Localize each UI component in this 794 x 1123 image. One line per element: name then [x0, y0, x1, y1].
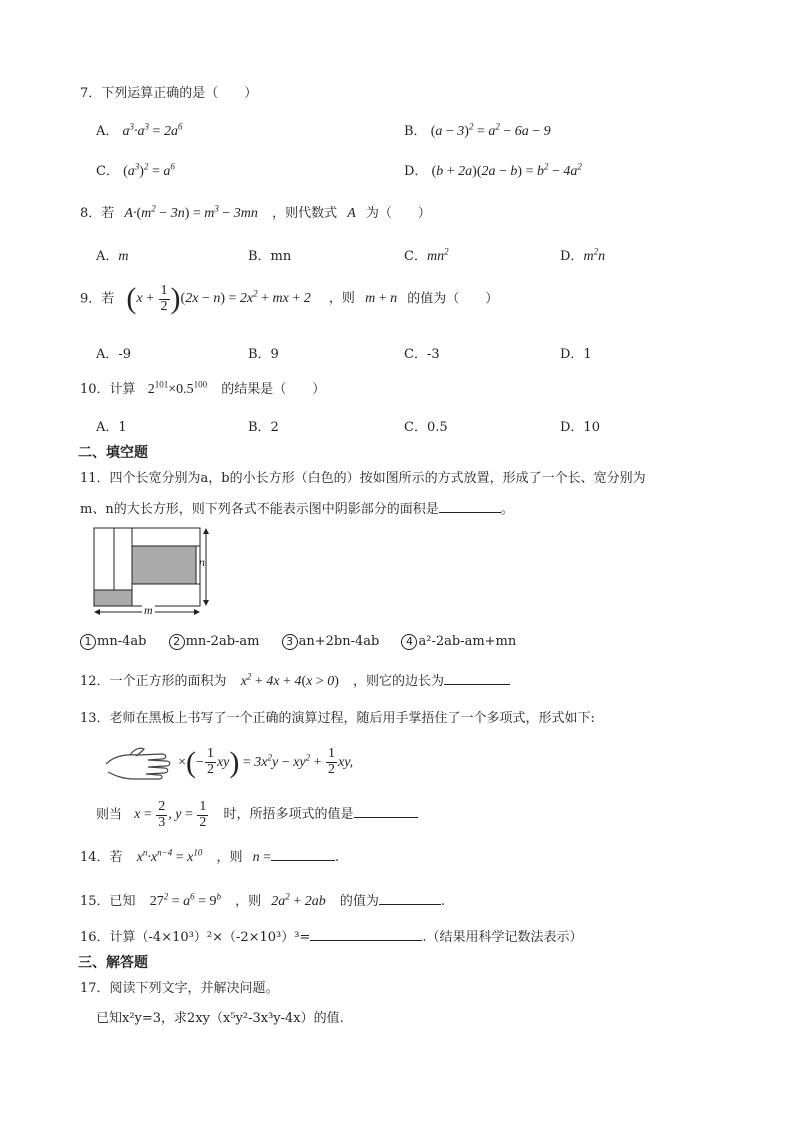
q10-option-b[interactable]: B．2	[248, 420, 279, 435]
q8-c-formula: $mn^2$	[426, 246, 449, 264]
answer-blank[interactable]	[379, 890, 441, 905]
q8-a-formula: m	[118, 249, 129, 264]
circled-number: 4	[401, 634, 417, 650]
q9-option-d[interactable]: D．1	[560, 347, 592, 362]
q13-stem: 13．老师在黑板上书写了一个正确的演算过程，随后用手掌捂住了一个多项式，形式如下:	[80, 711, 595, 726]
option-text: a²-2ab-am+mn	[418, 634, 517, 649]
q9-end: 的值为（ ）	[407, 291, 499, 307]
q17-line2: 已知x²y=3，求2xy（x⁵y²-3x³y-4x）的值.	[96, 1011, 344, 1026]
q14-equation: $x^n\cdot x^{n-4} = x^{10}$	[136, 847, 203, 865]
q11-options	[80, 634, 516, 650]
q12-expr: $x^2 + 4x + 4(x > 0)$	[240, 671, 339, 689]
q7-option-a[interactable]	[96, 120, 182, 140]
section-heading-solve: 三、解答题	[78, 955, 148, 971]
option-label: D．	[404, 164, 428, 179]
q14-prefix: 14．若	[80, 850, 123, 865]
section-heading-fill-blank: 二、填空题	[78, 445, 148, 461]
option-label: D．	[560, 249, 584, 264]
q14-suffix: ，则	[216, 850, 243, 865]
q13-formula: ×(− $\frac{1}{2}$ $xy) = 3x^2y - xy^2$ + $\frac{1}{2}$ xy,	[178, 745, 354, 779]
q10-stem	[80, 378, 325, 398]
q8-end: 为（ ）	[365, 206, 431, 221]
q8-option-d[interactable]	[560, 245, 605, 265]
option-label: B．	[404, 124, 427, 139]
q7-c-formula: $(a^3)^2 = a^6$	[123, 161, 175, 179]
q9-suffix: ，则	[328, 291, 355, 307]
q13-equation	[104, 740, 353, 784]
q10-prefix: 10．计算	[80, 382, 136, 397]
q15-end: 的值为	[339, 894, 379, 909]
option-label: C．	[404, 249, 427, 264]
answer-blank[interactable]	[354, 803, 418, 818]
q8-stem	[80, 202, 431, 222]
q17-line1: 17．阅读下列文字，并解决问题。	[80, 981, 279, 996]
q13-when: 则当	[96, 807, 123, 823]
answer-blank[interactable]	[271, 846, 335, 861]
q8-option-c[interactable]	[404, 245, 449, 265]
q7-option-b[interactable]	[404, 120, 551, 140]
circled-number: 1	[80, 634, 96, 650]
q9-expr: m + n	[365, 291, 398, 307]
q10-option-a[interactable]: A．1	[96, 420, 127, 435]
option-label: A．	[96, 249, 119, 264]
q7-stem: 7．下列运算正确的是（ ）	[80, 86, 258, 101]
q15-stem: 15．已知 $27^2 = a^6 = 9^b$ ，则 $2a^2 + 2ab$ 的值为 .	[80, 891, 445, 909]
q10-option-d[interactable]: D．10	[560, 420, 600, 435]
q11-option-4[interactable]	[401, 634, 516, 649]
q10-end: 的结果是（ ）	[221, 382, 326, 397]
circled-number: 3	[282, 634, 298, 650]
q9-prefix: 9．若	[80, 291, 115, 307]
q12-prefix: 12．一个正方形的面积为	[80, 674, 227, 689]
q10-expr: $2^{101}\times 0.5^{100}$	[147, 379, 208, 397]
q16-stem	[80, 926, 583, 945]
option-text: mn-2ab-am	[185, 634, 260, 649]
figure-label-n: n	[199, 555, 205, 569]
q15-equation: $27^2 = a^6 = 9^b$	[149, 891, 221, 909]
q11-option-1[interactable]	[80, 634, 146, 649]
q11-line1: 11．四个长宽分别为a，b的小长方形（白色的）按如图所示的方式放置，形成了一个长、宽分别为	[80, 471, 646, 486]
q16-end: .（结果用科学记数法表示）	[422, 930, 583, 945]
q8-prefix: 8．若	[80, 206, 115, 221]
q8-equation: $A\cdot(m^2 - 3n) = m^3 - 3mn$	[124, 203, 258, 221]
q13-after: 时，所捂多项式的值是	[223, 807, 354, 823]
q14-stem: 14．若 $x^n\cdot x^{n-4} = x^{10}$ ，则 n = .	[80, 847, 340, 865]
q8-option-a[interactable]	[96, 245, 129, 265]
q15-suffix: ，则	[235, 894, 262, 909]
q8-option-b[interactable]	[248, 245, 291, 264]
q7-a-formula: $a^3\cdot a^3 = 2a^6$	[122, 121, 183, 139]
q13-when-line	[96, 800, 418, 830]
q7-d-formula: $(b + 2a)(2a - b) = b^2 - 4a^2$	[431, 161, 582, 179]
q15-prefix: 15．已知	[80, 894, 136, 909]
option-text: an+2bn-4ab	[298, 634, 380, 649]
option-label: B．mn	[248, 249, 292, 264]
q8-suffix: ，则代数式	[272, 206, 338, 221]
q11-line2	[80, 498, 514, 517]
q12-suffix: ，则它的边长为	[353, 674, 445, 689]
hand-icon	[104, 740, 174, 784]
q11-option-3[interactable]	[282, 634, 380, 649]
q12-stem	[80, 670, 510, 690]
q9-option-a[interactable]: A．-9	[96, 347, 132, 362]
q9-stem	[80, 284, 498, 314]
answer-blank[interactable]	[444, 670, 510, 685]
q11-end: 。	[500, 502, 514, 517]
q13-values: x = $\frac{2}{3}$ , y = $\frac{1}{2}$	[134, 799, 207, 830]
option-label: A．	[96, 124, 119, 139]
q9-option-c[interactable]: C．-3	[404, 347, 440, 362]
answer-blank[interactable]	[439, 498, 501, 513]
q11-option-2[interactable]	[169, 634, 260, 649]
answer-blank[interactable]	[310, 926, 422, 941]
circled-number: 2	[169, 634, 185, 650]
q10-option-c[interactable]: C．0.5	[404, 420, 448, 435]
figure-label-m: m	[144, 603, 153, 617]
q7-option-d[interactable]	[404, 160, 582, 180]
q14-var: n =	[252, 850, 272, 865]
q15-expr: $2a^2 + 2ab$	[271, 891, 326, 909]
q8-var: A	[347, 206, 356, 221]
option-text: mn-4ab	[97, 634, 147, 649]
q8-d-formula: $m^2n$	[583, 246, 606, 264]
q9-equation: (x + $\frac{1}{2}$ )$(2x - n) = 2x^2$ + mx + 2	[126, 282, 311, 316]
q11-line2-text: m、n的大长方形，则下列各式不能表示图中阴影部分的面积是	[80, 502, 439, 517]
q16-text: 16．计算（-4×10³）²×（-2×10³）³=	[80, 930, 311, 945]
q9-option-b[interactable]: B．9	[248, 347, 279, 362]
option-label: C．	[96, 164, 119, 179]
q7-b-formula: $(a - 3)^2 = a^2 - 6a - 9$	[430, 121, 551, 139]
q7-option-c[interactable]	[96, 160, 175, 180]
